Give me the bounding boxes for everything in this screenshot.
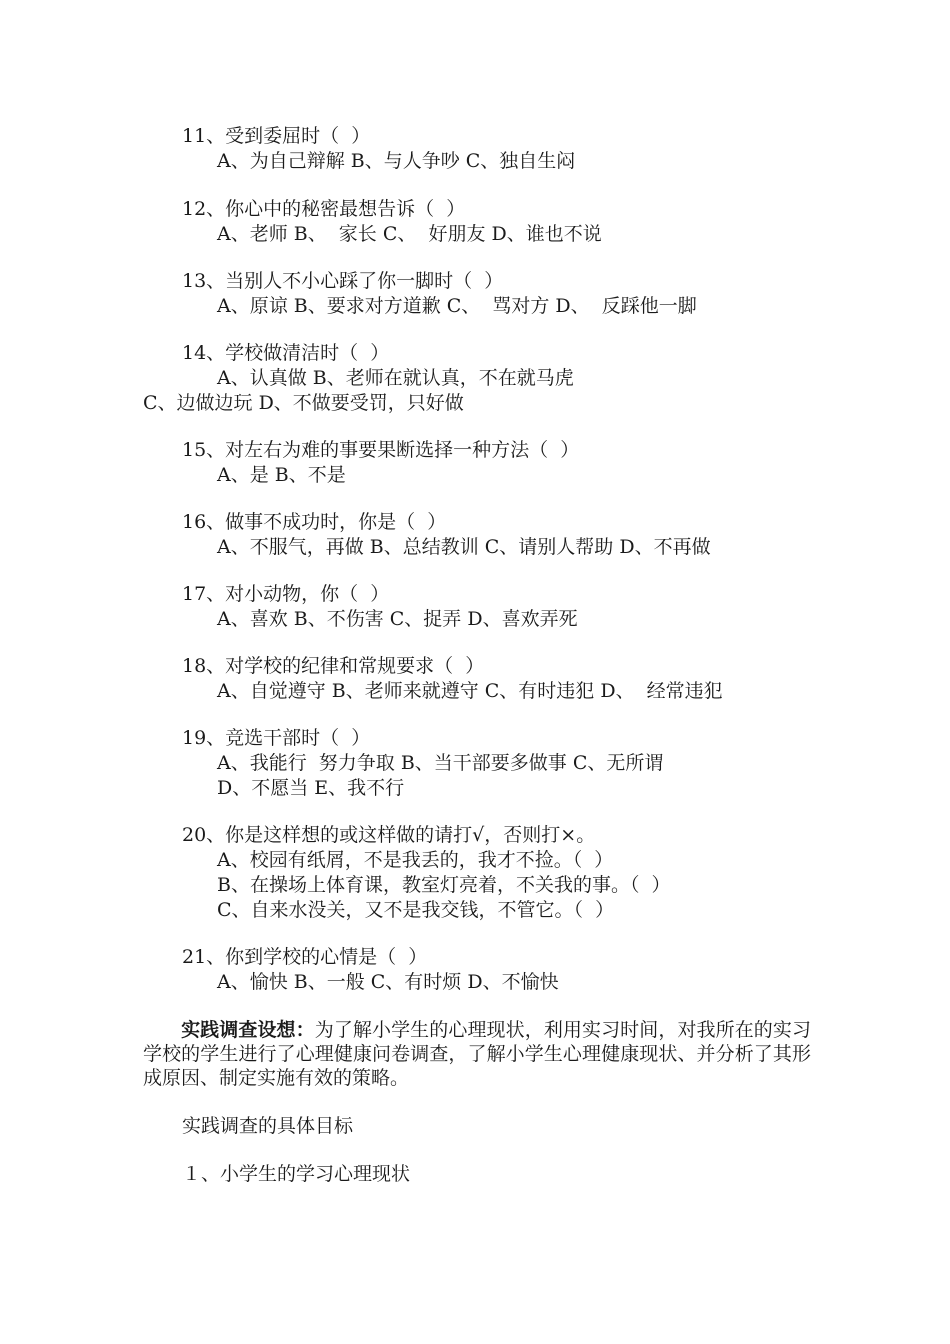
options-11: A、为自己辩解 B、与人争吵 C、独自生闷: [217, 150, 576, 172]
question-17: 17、对小动物，你（ ）: [182, 583, 390, 605]
options-12: A、老师 B、 家长 C、 好朋友 D、谁也不说: [217, 223, 602, 245]
options-19-line1: A、我能行 努力争取 B、当干部要多做事 C、无所谓: [217, 752, 664, 774]
options-15: A、是 B、不是: [217, 464, 346, 486]
options-20-c: C、自来水没关，又不是我交钱，不管它。（ ）: [217, 899, 615, 921]
options-16: A、不服气，再做 B、总结教训 C、请别人帮助 D、不再做: [217, 536, 711, 558]
options-21: A、愉快 B、一般 C、有时烦 D、不愉快: [217, 971, 559, 993]
question-20: 20、你是这样想的或这样做的请打√，否则打×。: [182, 824, 596, 846]
options-19-line2: D、不愿当 E、我不行: [217, 777, 405, 799]
question-14: 14、学校做清洁时（ ）: [182, 342, 390, 364]
question-19: 19、竞选干部时（ ）: [182, 727, 371, 749]
question-21: 21、你到学校的心情是（ ）: [182, 946, 428, 968]
goal-item-1: １、小学生的学习心理现状: [182, 1163, 411, 1185]
question-15: 15、对左右为难的事要果断选择一种方法（ ）: [182, 439, 580, 461]
question-13: 13、当别人不小心踩了你一脚时（ ）: [182, 270, 504, 292]
options-20-b: B、在操场上体育课，教室灯亮着，不关我的事。（ ）: [217, 874, 671, 896]
question-16: 16、做事不成功时，你是（ ）: [182, 511, 447, 533]
question-11: 11、受到委屈时（ ）: [182, 125, 371, 147]
question-12: 12、你心中的秘密最想告诉（ ）: [182, 198, 466, 220]
survey-lead: 实践调查设想：: [181, 1019, 315, 1041]
goal-heading: 实践调查的具体目标: [182, 1115, 354, 1137]
options-14-line1: A、认真做 B、老师在就认真，不在就马虎: [217, 367, 574, 389]
options-20-a: A、校园有纸屑，不是我丢的，我才不捡。（ ）: [217, 849, 614, 871]
survey-paragraph: [143, 1018, 811, 1090]
question-18: 18、对学校的纪律和常规要求（ ）: [182, 655, 485, 677]
options-18: A、自觉遵守 B、老师来就遵守 C、有时违犯 D、 经常违犯: [217, 680, 723, 702]
options-13: A、原谅 B、要求对方道歉 C、 骂对方 D、 反踩他一脚: [217, 295, 697, 317]
options-17: A、喜欢 B、不伤害 C、捉弄 D、喜欢弄死: [217, 608, 578, 630]
survey-body: 为了解小学生的心理现状，利用实习时间，对我所在的实习学校的学生进行了心理健康问卷调查，了解小学生心理健康现状、并分析了其形成原因、制定实施有效的策略。: [143, 1019, 811, 1089]
options-14-line2: C、边做边玩 D、不做要受罚，只好做: [143, 392, 464, 414]
